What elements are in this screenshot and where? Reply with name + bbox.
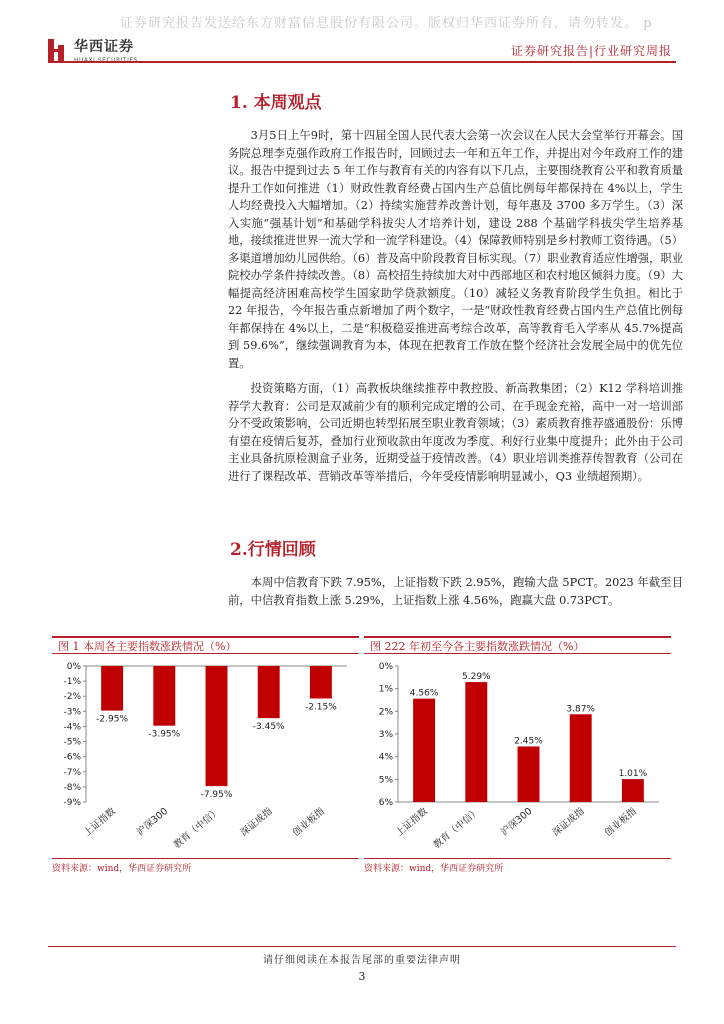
data-label: -2.95%: [96, 714, 129, 725]
data-label: -2.15%: [304, 702, 337, 713]
footer-divider: [48, 946, 676, 947]
bar-1: [101, 666, 123, 711]
data-label: 3.87%: [566, 704, 595, 715]
y-tick-label: -3%: [63, 707, 81, 718]
logo-mark-icon: [48, 39, 68, 61]
bar-2: [465, 682, 487, 802]
bar-5: [622, 779, 644, 802]
legal-notice: 请仔细阅读在本报告尾部的重要法律声明: [263, 955, 461, 966]
watermark: 证券研究报告发送给东方财富信息股份有限公司。版权归华西证券所有，请勿转发。 p: [120, 16, 653, 31]
category-label: 教育（中信）: [171, 805, 223, 851]
bar-3: [518, 746, 540, 802]
header-divider: [48, 61, 676, 63]
figure-title: 图 1 本周各主要指数涨跌情况（%）: [52, 636, 359, 654]
bar-2: [153, 666, 175, 726]
weekly-change-bar-chart: [52, 660, 359, 860]
y-tick-label: 0%: [66, 662, 81, 672]
y-tick-label: -2%: [63, 692, 81, 703]
company-logo: [48, 36, 138, 64]
y-tick-label: 2%: [378, 707, 393, 718]
y-tick-label: -4%: [63, 722, 81, 733]
bar-4: [258, 666, 280, 718]
bar-3: [206, 666, 228, 786]
paragraph-investment-strategy: 投资策略方面，（1）高教板块继续推荐中教控股、新高教集团；（2）K12 学科培训推荐学大教育：公司是双减前少有的顺利完成定增的公司、在手现金充裕，高中一对一培训部分不受政策影响，公司近期也转型拓展至职业教育领域；（3）素质教育推荐盛通股份：乐博有望在疫情后复苏，叠加行业预收款由年度改为季度、利好行业集中度提升；此外由于公司主业具备抗原检测盒子业务，近期受益于疫情改善。（4）职业培训类推荐传智教育（公司在进行了课程改革、营销改革等举措后，今年受疫情影响明显减小，Q3 业绩超预期）。: [228, 382, 683, 483]
category-label: 教育（中信）: [431, 805, 483, 851]
bar-4: [570, 714, 592, 802]
page-number: 3: [358, 970, 366, 983]
logo-name-cn: 华西证券: [74, 39, 134, 55]
report-type-label: 证券研究报告|行业研究周报: [510, 44, 672, 58]
data-label: -3.95%: [148, 729, 181, 740]
y-tick-label: -5%: [63, 737, 81, 748]
y-tick-label: 6%: [378, 798, 393, 808]
paragraph-government-report: 3月5日上午9时，第十四届全国人民代表大会第一次会议在人民大会堂举行开幕会。国务院总理李克强作政府工作报告时，回顾过去一年和五年工作，并提出对今年政府工作的建议。报告中提到过去 5 年工作与教育有关的内容有以下几点，主要围绕教育公平和教育质量提升工作如何推进（1）财政性教育经费占国内生产总值比例每年都保持在 4%以上，学生人均经费投入大幅增加。（2）持续实施营养改善计划，每年惠及 3700 多万学生。（3）深入实施“强基计划”和基础学科拔尖人才培养计划，建设 288 个基础学科拔尖学生培养基地，接续推进世界一流大学和一流学科建设。（4）保障教师特别是乡村教师工资待遇。（5）多渠道增加幼儿园供给。（6）普及高中阶段教育目标实现。（7）职业教育适应性增强，职业院校办学条件持续改善。（8）高校招生持续加大对中西部地区和农村地区倾斜力度。（9）大幅提高经济困难高校学生国家助学贷款额度。（10）减轻义务教育阶段学生负担。相比于 22 年报告，今年报告重点新增加了两个数字，一是“财政性教育经费占国内生产总值比例每年都保持在 4%以上，二是“积极稳妥推进高考综合改革，高等教育毛入学率从 45.7%提高到 59.6%”，继续强调教育为本，体现在把教育工作放在整个经济社会发展全局中的优先位置。: [228, 129, 683, 370]
ytd-change-bar-chart: [364, 660, 671, 860]
category-label: 深证成指: [238, 805, 275, 839]
section-title-weekly-view: 1. 本周观点: [230, 93, 322, 113]
data-label: 5.29%: [462, 672, 491, 683]
y-tick-label: 1%: [378, 684, 393, 695]
category-label: 创业板指: [602, 805, 639, 839]
y-tick-label: -7%: [63, 767, 81, 778]
y-tick-label: -8%: [63, 782, 81, 793]
y-tick-label: 3%: [378, 730, 393, 740]
paragraph-market-review: 本周中信教育下跌 7.95%，上证指数下跌 2.95%，跑输大盘 5PCT。2023 年截至目前，中信教育指数上涨 5.29%，上证指数上涨 4.56%，跑赢大盘 0.73PCT。: [228, 576, 683, 607]
data-label: -7.95%: [200, 790, 233, 801]
data-label: -3.45%: [252, 722, 285, 733]
category-label: 沪深300: [134, 805, 171, 839]
y-tick-label: -1%: [63, 677, 81, 688]
y-tick-label: 0%: [378, 662, 393, 672]
section-title-market-review: 2.行情回顾: [230, 540, 316, 560]
figure-source: 资料来源：wind，华西证券研究所: [364, 858, 671, 874]
y-tick-label: -6%: [63, 752, 81, 763]
y-tick-label: 4%: [378, 752, 393, 763]
y-tick-label: 5%: [378, 775, 393, 786]
figure-source: 资料来源：wind，华西证券研究所: [52, 858, 359, 874]
category-label: 创业板指: [290, 805, 327, 839]
category-label: 上证指数: [393, 805, 431, 839]
category-label: 上证指数: [81, 805, 119, 839]
figure-weekly-change: [52, 636, 359, 874]
data-label: 4.56%: [409, 688, 439, 699]
bar-5: [310, 666, 332, 698]
figure-ytd-change: [364, 636, 671, 874]
category-label: 深证成指: [550, 805, 587, 839]
bar-1: [413, 699, 435, 802]
y-tick-label: -9%: [63, 798, 81, 808]
figure-title: 图 222 年初至今各主要指数涨跌情况（%）: [364, 636, 671, 654]
data-label: 1.01%: [618, 769, 648, 780]
data-label: 2.45%: [514, 736, 543, 747]
category-label: 沪深300: [498, 805, 535, 839]
